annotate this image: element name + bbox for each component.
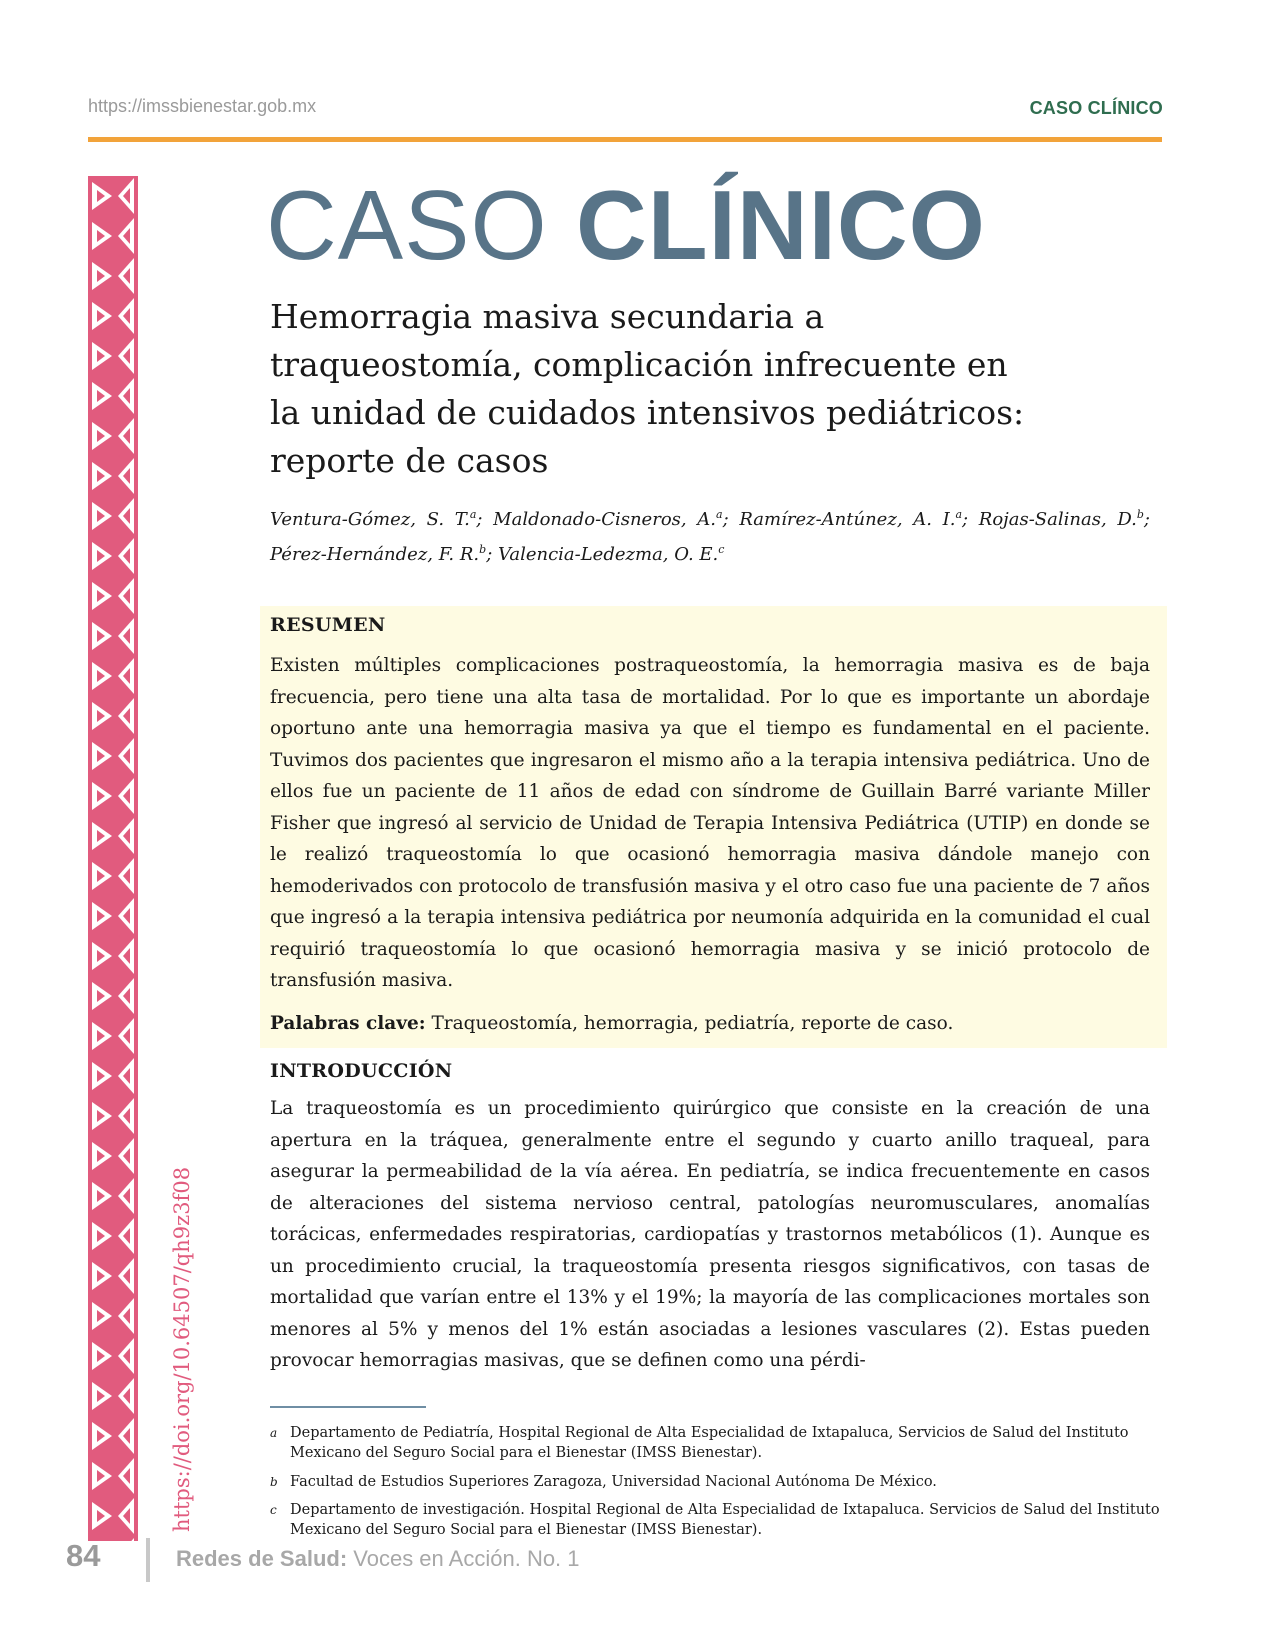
footer-divider: [146, 1538, 150, 1582]
author: Valencia-Ledezma, O. E.$^c$: [498, 543, 725, 565]
abstract-heading: RESUMEN: [270, 614, 386, 636]
title-line: reporte de casos: [270, 441, 549, 480]
article-type-heading: [266, 170, 986, 280]
article-title: [270, 293, 1150, 485]
author: Maldonado-Cisneros, A.$^a$;: [493, 508, 740, 530]
title-line: Hemorragia masiva secundaria a: [270, 297, 825, 336]
footnote-divider: [270, 1406, 426, 1408]
page-number: 84: [66, 1538, 101, 1573]
header-divider: [88, 137, 1162, 142]
author: Rojas-Salinas, D.$^b$;: [978, 508, 1150, 530]
footnote-b: b Facultad de Estudios Superiores Zaragoza, Universidad Nacional Autónoma De México.: [270, 1474, 937, 1490]
introduction-heading: INTRODUCCIÓN: [270, 1060, 453, 1082]
title-line: traqueostomía, complicación infrecuente en: [270, 345, 1008, 384]
article-type-bold: CLÍNICO: [575, 170, 986, 280]
header-section-label: CASO CLÍNICO: [1029, 98, 1163, 118]
introduction-text: La traqueostomía es un procedimiento quirúrgico que consiste en la creación de una apertura en la tráquea, generalmente entre el segundo y cuarto anillo traqueal, para asegurar la permeabilidad de la vía aérea. En pediatría, se indica frecuentemente en casos de alteraciones del sistema nervioso central, patologías neuromusculares, anomalías torácicas, enfermedades respiratorias, cardiopatías y trastornos metabólicos (1). Aunque es un procedimiento crucial, la traqueostomía presenta riesgos significativos, con tasas de mortalidad que varían entre el 13% y el 19%; la mayoría de las complicaciones mortales son menores al 5% y menos del 1% están asociadas a lesiones vasculares (2). Estas pueden provocar hemorragias masivas, que se definen como una pérdi-: [270, 1098, 1150, 1371]
keywords: [270, 1008, 1150, 1039]
doi-link[interactable]: https://doi.org/10.64507/qh9z3f08: [170, 1166, 194, 1532]
footnote-a: a Departamento de Pediatría, Hospital Regional de Alta Especialidad de Ixtapaluca, Servicios de Salud del Instituto Mexicano del Seguro Social para el Bienestar (IMSS Bienestar).: [270, 1425, 1129, 1461]
author: Ramírez-Antúnez, A. I.$^a$;: [739, 508, 979, 530]
keywords-list: Traqueostomía, hemorragia, pediatría, reporte de caso.: [425, 1013, 954, 1034]
keywords-label: Palabras clave:: [270, 1013, 426, 1034]
author-list: [270, 500, 1150, 570]
article-type-light: CASO: [266, 170, 576, 280]
footnote-c: c Departamento de investigación. Hospital Regional de Alta Especialidad de Ixtapaluca. Servicios de Salud del Instituto Mexicano del Seguro Social para el Bienestar (IMSS Bienestar).: [270, 1502, 1160, 1538]
abstract-text: Existen múltiples complicaciones postraqueostomía, la hemorragia masiva es de baja frecuencia, pero tiene una alta tasa de mortalidad. Por lo que es importante un abordaje oportuno ante una hemorragia masiva ya que el tiempo es fundamental en el paciente. Tuvimos dos pacientes que ingresaron el mismo año a la terapia intensiva pediátrica. Uno de ellos fue un paciente de 11 años de edad con síndrome de Guillain Barré variante Miller Fisher que ingresó al servicio de Unidad de Terapia Intensiva Pediátrica (UTIP) en donde se le realizó traqueostomía lo que ocasionó hemorragia masiva dándole manejo con hemoderivados con protocolo de transfusión masiva y el otro caso fue una paciente de 7 años que ingresó a la terapia intensiva pediátrica por neumonía adquirida en la comunidad el cual requirió traqueostomía lo que ocasionó hemorragia masiva y se inició protocolo de transfusión masiva.: [270, 655, 1150, 991]
decorative-pattern-band: [88, 176, 138, 1541]
author: Pérez-Hernández, F. R.$^b$;: [270, 543, 498, 565]
journal-name: Redes de Salud: Voces en Acción. No. 1: [176, 1546, 580, 1571]
title-line: la unidad de cuidados intensivos pediátricos:: [270, 393, 1025, 432]
header-url[interactable]: https://imssbienestar.gob.mx: [88, 96, 317, 116]
author: Ventura-Gómez, S. T.$^a$;: [270, 508, 494, 530]
